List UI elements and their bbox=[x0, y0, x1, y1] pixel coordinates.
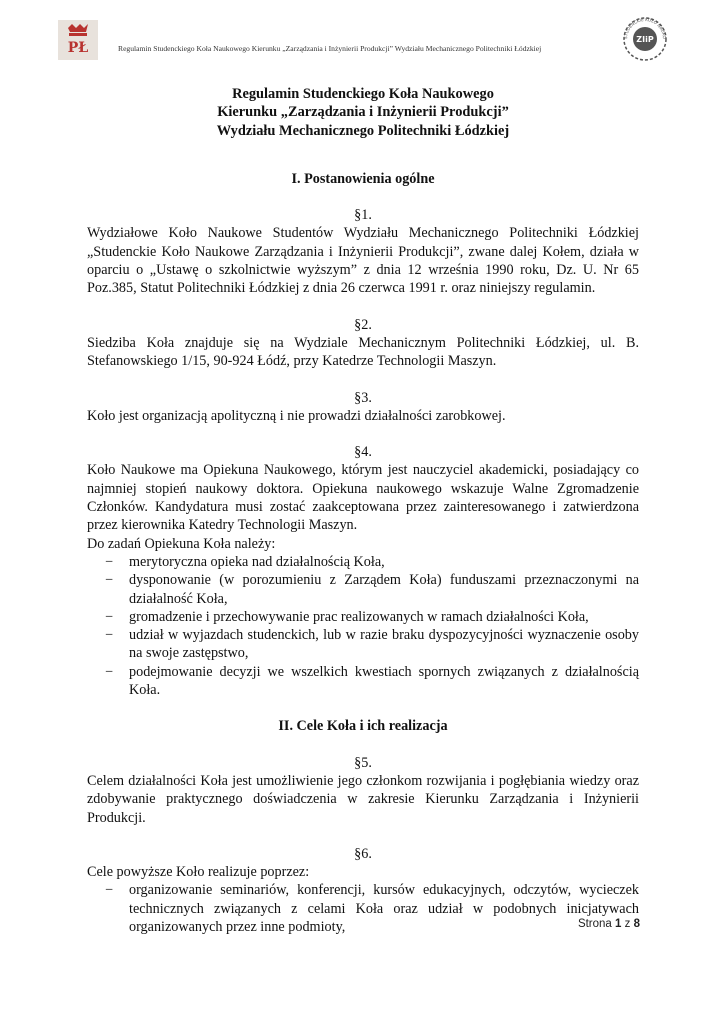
page-separator: z bbox=[624, 918, 631, 930]
club-logo-icon bbox=[622, 16, 668, 62]
university-logo-icon bbox=[58, 20, 98, 60]
dash-marker: − bbox=[105, 663, 114, 680]
title-line-2: Kierunku „Zarządzania i Inżynierii Produkcji” bbox=[217, 104, 509, 121]
paragraph-text: Koło jest organizacją apolityczną i nie prowadzi działalności zarobkowej. bbox=[87, 407, 506, 424]
document-body bbox=[87, 85, 639, 936]
list-item: − merytoryczna opieka nad działalnością Koła, bbox=[105, 553, 385, 570]
page-total: 8 bbox=[633, 918, 640, 930]
title-line-1: Regulamin Studenckiego Koła Naukowego bbox=[232, 86, 494, 102]
logo-ziip-text: ZIiP bbox=[636, 35, 654, 44]
paragraph-number: §2. bbox=[354, 316, 372, 333]
list-item: − dysponowanie (w porozumieniu z Zarządem Koła) funduszami przeznaczonymi na działalność Koła, bbox=[105, 572, 639, 607]
dash-marker: − bbox=[105, 627, 114, 644]
dash-marker: − bbox=[105, 572, 114, 589]
paragraph-text: Koło Naukowe ma Opiekuna Naukowego, którym jest nauczyciel akademicki, posiadający co najmniej stopień naukowy doktora. Opiekuna naukowego wskazuje Walne Zgromadzenie Członków. Kandydatura musi zostać zaakceptowana przez zainteresowanego i zatwierdzona przez kierownika Katedry Technologii Maszyn. bbox=[87, 462, 639, 534]
list-intro: Cele powyższe Koło realizuje poprzez: bbox=[87, 864, 310, 881]
title-line-3: Wydziału Mechanicznego Politechniki Łódzkiej bbox=[216, 122, 510, 139]
section-title-1: I. Postanowienia ogólne bbox=[291, 170, 435, 187]
page-footer bbox=[560, 918, 640, 930]
logo-ring-text: STUDENCKIE KOŁO NAUKO bbox=[622, 16, 668, 40]
document-title bbox=[87, 85, 639, 140]
list-item: − udział w wyjazdach studenckich, lub w razie braku dyspozycyjności wyznaczenie osoby na swoje zastępstwo, bbox=[105, 627, 639, 662]
paragraph-text: Wydziałowe Koło Naukowe Studentów Wydziału Mechanicznego Politechniki Łódzkiej „Studenckie Koło Naukowe Zarządzania i Inżynierii Produkcji”, zwane dalej Kołem, działa w oparciu o „Ustawę o szkolnictwie wyższym” z dnia 12 września 1990 roku, Dz. U. Nr 65 Poz.385, Statut Politechniki Łódzkiej z dnia 26 czerwca 1991 r. oraz niniejszy regulamin. bbox=[87, 225, 639, 297]
paragraph-number: §3. bbox=[354, 389, 372, 406]
page-header bbox=[56, 16, 668, 64]
paragraph-number: §6. bbox=[354, 845, 372, 862]
paragraph-number: §5. bbox=[354, 754, 372, 771]
paragraph-number: §4. bbox=[354, 444, 372, 461]
paragraph-text: Celem działalności Koła jest umożliwienie jego członkom rozwijania i pogłębiania wiedzy oraz zdobywanie praktycznego doświadczenia w zakresie Kierunku Zarządzania i Inżynierii Produkcji. bbox=[87, 772, 639, 826]
list-item: − gromadzenie i przechowywanie prac realizowanych w ramach działalności Koła, bbox=[105, 608, 589, 625]
dash-marker: − bbox=[105, 553, 114, 570]
page-label: Strona bbox=[577, 918, 612, 930]
logo-letters: PŁ bbox=[67, 40, 89, 56]
list-item: − organizowanie seminariów, konferencji, kursów edukacyjnych, odczytów, wycieczek technicznych związanych z celami Koła oraz udział w podobnych inicjatywach organizowanych przez inne podmioty, bbox=[105, 882, 639, 935]
dash-marker: − bbox=[105, 608, 114, 625]
section-title-2: II. Cele Koła i ich realizacja bbox=[278, 718, 448, 735]
paragraph-text: Siedziba Koła znajduje się na Wydziale Mechanicznym Politechniki Łódzkiej, ul. B. Stefanowskiego 1/15, 90-924 Łódź, przy Katedrze Technologii Maszyn. bbox=[87, 334, 639, 370]
list-intro: Do zadań Opiekuna Koła należy: bbox=[87, 535, 276, 552]
opiekun-duties-list bbox=[87, 553, 639, 699]
goals-realization-list bbox=[87, 881, 639, 936]
page-number: 1 bbox=[615, 918, 622, 930]
paragraph-number: §1. bbox=[354, 207, 372, 224]
running-header-text: Regulamin Studenckiego Koła Naukowego Kierunku „Zarządzania i Inżynierii Produkcji” Wydziału Mechanicznego Politechniki Łódzkiej bbox=[118, 44, 542, 53]
list-item: − podejmowanie decyzji we wszelkich kwestiach spornych związanych z działalnością Koła. bbox=[105, 663, 639, 699]
dash-marker: − bbox=[105, 882, 114, 899]
